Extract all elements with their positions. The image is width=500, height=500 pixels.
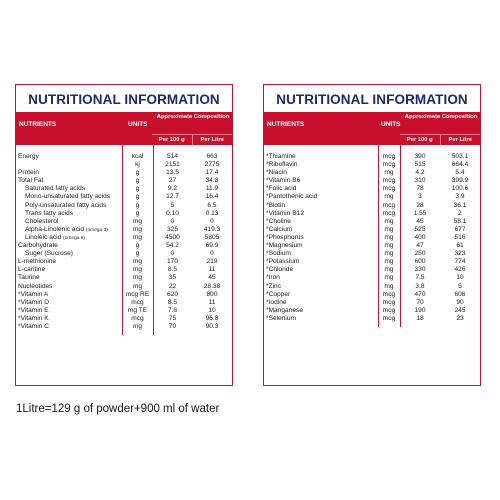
table-row [16, 283, 232, 291]
per-litre-cell: 100.6 [451, 185, 469, 193]
per-litre-cell: 800 [206, 290, 218, 298]
nutrient-name [266, 177, 300, 185]
table-row [264, 242, 480, 250]
nutrient-name [266, 169, 287, 177]
table-row [16, 299, 232, 307]
unit-cell: mcg [131, 298, 144, 306]
per-litre-cell: 219 [206, 258, 218, 266]
nutrients-header: NUTRIENTS [267, 121, 305, 128]
table-row [16, 177, 232, 185]
nutrient-name [266, 250, 291, 258]
nutrient-note: (omega 6) [63, 235, 86, 241]
per-100g-cell: 515 [414, 161, 426, 169]
unit-cell: mcg [131, 314, 144, 322]
table-row [16, 291, 232, 299]
table-body [264, 145, 480, 323]
per-100g-cell: 600 [414, 258, 426, 266]
per-100g-cell: 22 [168, 282, 177, 290]
per-litre-cell: 45 [208, 274, 216, 282]
nutrient-name [266, 274, 280, 282]
per-litre-cell: 61 [456, 242, 464, 250]
per-litre-cell: 11 [208, 298, 216, 306]
unit-cell: mcg [382, 177, 396, 185]
per-100g-cell: 13.5 [166, 169, 179, 177]
table-row [16, 266, 232, 274]
nutrient-name [18, 274, 40, 282]
nutrient-name [18, 307, 49, 315]
table-row [264, 274, 480, 282]
nutrient-label: *Vitamin B12 [266, 209, 304, 217]
per-100g-cell: 7.5 [415, 274, 425, 282]
per-litre-header: Per Litre [200, 137, 225, 143]
nutrient-label: Linoleic acid [25, 233, 62, 241]
per-litre-cell: 11.9 [205, 185, 219, 193]
per-100g-cell: 45 [416, 217, 424, 225]
nutrient-name [18, 153, 39, 161]
per-litre-header: Per Litre [448, 137, 473, 143]
nutrient-label: Alpha-Linolenic acid [25, 225, 85, 233]
nutrient-name [25, 210, 73, 218]
unit-cell: g [135, 169, 140, 177]
unit-cell: mcg RE [125, 290, 150, 298]
per-100g-cell: 12.7 [166, 193, 179, 201]
per-100g-cell: 170 [166, 258, 178, 266]
per-100g-cell: 70 [416, 298, 424, 306]
table-row [264, 307, 480, 315]
per-100g-cell: 3 [418, 193, 422, 201]
per-litre-cell: 16.4 [205, 193, 219, 201]
per-100g-cell: 9.2 [167, 185, 178, 193]
per-100g-cell: 470 [414, 290, 426, 298]
per-100g-cell: 390 [414, 153, 426, 160]
table-row [264, 202, 480, 210]
per-litre-cell: 58.1 [453, 217, 467, 225]
unit-cell: mg [384, 217, 394, 225]
unit-cell: g [135, 177, 140, 185]
per-100g-cell: 27 [168, 177, 177, 185]
nutrient-label: *Pantothenic acid [266, 193, 318, 201]
nutrient-label: *Vitamin A [18, 290, 49, 298]
table-row [264, 250, 480, 258]
nutrient-name [266, 242, 303, 250]
table-row [16, 274, 232, 282]
per-100g-cell: 514 [166, 153, 178, 160]
per-litre-cell: 28.38 [203, 282, 221, 290]
table-row [264, 161, 480, 169]
per-litre-cell: 6.5 [207, 201, 217, 209]
per-100g-cell: 28 [416, 201, 424, 209]
nutrient-name [25, 250, 73, 258]
table-row [16, 169, 232, 177]
table-header [264, 112, 480, 145]
unit-cell: mg [384, 242, 394, 250]
table-row [16, 307, 232, 315]
per-100g-cell: 525 [414, 225, 426, 233]
table-row [264, 299, 480, 307]
nutrient-label: Suger (Sucrose) [25, 250, 74, 258]
unit-cell: mg TE [127, 306, 148, 314]
table-row [16, 193, 232, 201]
per-litre-cell: 0 [210, 217, 214, 225]
per-litre-cell: 419.3 [203, 225, 221, 233]
unit-cell: mg [384, 282, 394, 290]
nutrient-name [266, 153, 296, 161]
nutrient-name [18, 242, 58, 250]
nutrient-label: Protein [18, 169, 39, 177]
per-litre-cell: 10 [208, 306, 216, 314]
per-100g-cell: 3.8 [415, 282, 425, 290]
nutrient-name [266, 193, 317, 201]
nutrient-label: *Phosphorus [266, 233, 304, 241]
nutrient-label: *Biotin [266, 201, 286, 209]
nutrient-name [266, 218, 291, 226]
panel-title: NUTRITIONAL INFORMATION [28, 92, 220, 107]
nutrient-label: *Niacin [266, 169, 287, 177]
unit-cell: mg [384, 250, 394, 258]
per-litre-cell: 5805 [204, 233, 220, 241]
footnote: 1Litre=129 g of powder+900 ml of water [16, 403, 220, 415]
table-row [16, 323, 232, 331]
unit-cell: mg [384, 193, 394, 201]
nutrient-name [18, 169, 39, 177]
units-header: UNITS [381, 121, 401, 128]
nutrient-label: Cholesterol [25, 217, 59, 225]
nutrient-label: Saturated fatty acids [25, 185, 86, 193]
table-row [16, 210, 232, 218]
nutrients-header: NUTRIENTS [19, 121, 57, 128]
per-100g-cell: 78 [416, 185, 424, 193]
nutrient-name [266, 185, 296, 193]
unit-cell: mg [132, 282, 143, 290]
table-row [264, 226, 480, 234]
nutrient-label: *Vitamin D [18, 298, 50, 306]
unit-cell: mcg [382, 161, 396, 169]
nutrient-name [18, 258, 56, 266]
per-100g-header: Per 100 g [152, 135, 193, 145]
per-litre-cell: 3.9 [455, 193, 465, 201]
unit-cell: kcal [131, 153, 144, 160]
per-100g-cell: 0.10 [166, 209, 179, 217]
table-row [16, 242, 232, 250]
nutrient-label: *Calcium [266, 225, 293, 233]
per-litre-cell: 5 [458, 282, 462, 290]
per-100g-cell: 310 [414, 177, 426, 185]
per-litre-cell: 10 [456, 274, 464, 282]
unit-cell: mg [384, 225, 394, 233]
table-row [264, 291, 480, 299]
per-100g-cell: 2151 [165, 161, 180, 169]
unit-cell: mg [132, 274, 143, 282]
nutrient-label: Poly-unsaturated fatty acids [25, 201, 107, 209]
per-litre-cell: 34.8 [205, 177, 219, 185]
nutrient-name [266, 258, 299, 266]
table-row [264, 153, 480, 161]
unit-cell: mg [132, 258, 143, 266]
per-litre-cell: 11 [208, 266, 216, 274]
per-100g-cell: 4500 [165, 233, 180, 241]
per-100g-cell: 18 [416, 314, 424, 322]
table-row [16, 153, 232, 161]
per-litre-cell: 96.8 [205, 314, 219, 322]
table-row [264, 210, 480, 218]
nutrient-name [18, 177, 43, 185]
nutrient-name [266, 307, 303, 315]
nutrient-label: *Vitamin C [18, 322, 50, 330]
per-100g-cell: 190 [414, 306, 426, 314]
nutrient-label: Total Fat [18, 177, 44, 185]
unit-cell: mg [132, 266, 143, 274]
nutrient-name [18, 323, 49, 331]
nutrient-name [266, 226, 292, 234]
per-litre-cell: 17.4 [205, 169, 219, 177]
per-100g-cell: 0 [170, 217, 175, 225]
nutrient-label: *Iodine [266, 298, 287, 306]
per-100g-cell: 4.2 [415, 169, 425, 177]
nutrient-label: *Copper [266, 290, 291, 298]
nutrition-panel-right [263, 84, 481, 386]
nutrient-label: *Choline [266, 217, 291, 225]
per-100g-cell: 8.5 [167, 298, 178, 306]
nutrient-label: *Iron [266, 274, 280, 282]
unit-cell: g [135, 209, 140, 217]
unit-cell: g [135, 185, 140, 193]
unit-cell: mg [384, 266, 394, 274]
units-header: UNITS [128, 121, 148, 128]
nutrient-label: Trans fatty acids [25, 209, 74, 217]
per-litre-cell: 69.9 [205, 242, 219, 250]
per-litre-cell: 399.9 [451, 177, 469, 185]
per-litre-cell: 663 [206, 153, 218, 160]
table-row [264, 266, 480, 274]
table-row [16, 234, 232, 242]
unit-cell: mcg [382, 314, 396, 322]
nutrient-label: *Potassium [266, 258, 300, 266]
nutrient-label: *Folic acid [266, 185, 297, 193]
table-row [264, 193, 480, 201]
per-100g-cell: 0 [170, 250, 175, 258]
nutrient-label: Mono-unsaturated fatty acids [25, 193, 111, 201]
unit-cell: g [135, 193, 140, 201]
unit-cell: mcg [382, 306, 396, 314]
per-litre-cell: 5.4 [455, 169, 465, 177]
nutrient-label: *Zinc [266, 282, 282, 290]
nutrition-panel-left [15, 84, 233, 386]
per-litre-cell: 426 [454, 266, 466, 274]
per-litre-cell: 323 [454, 250, 466, 258]
unit-cell: mg [384, 274, 394, 282]
per-litre-cell: 0 [210, 250, 214, 258]
table-row [16, 202, 232, 210]
per-100g-cell: 400 [414, 233, 426, 241]
per-litre-cell: 503.1 [451, 153, 469, 160]
unit-cell: mg [384, 169, 394, 177]
unit-cell: mg [132, 233, 143, 241]
unit-cell: kj [135, 161, 140, 169]
table-row [264, 234, 480, 242]
approx-composition-header: Approximate Composition [404, 114, 478, 120]
table-row [16, 218, 232, 226]
table-row [264, 315, 480, 323]
per-100g-cell: 325 [166, 225, 178, 233]
nutrient-name [266, 283, 281, 291]
nutrient-label: *Vitamin B6 [266, 177, 301, 185]
per-litre-cell: 677 [454, 225, 466, 233]
nutrient-label: *Vitamin E [18, 306, 49, 314]
per-litre-cell: 2775 [204, 161, 220, 169]
table-row [16, 161, 232, 169]
nutrient-name [266, 210, 304, 218]
per-100g-cell: 330 [414, 266, 426, 274]
nutrient-name [25, 218, 58, 226]
per-100g-cell: 8.5 [167, 266, 178, 274]
table-row [264, 185, 480, 193]
nutrient-label: *Riboflavin [266, 161, 298, 169]
nutrient-name [25, 202, 106, 210]
nutrient-label: *Thiamine [266, 153, 296, 160]
table-row [16, 258, 232, 266]
table-row [264, 169, 480, 177]
nutrient-label: Carbohydrate [18, 242, 58, 250]
per-litre-cell: 23 [456, 314, 464, 322]
per-100g-cell: 75 [168, 314, 177, 322]
table-row [16, 315, 232, 323]
per-100g-cell: 1.55 [413, 209, 427, 217]
unit-cell: mcg [382, 290, 396, 298]
nutrient-label: *Selenium [266, 314, 297, 322]
nutrient-label: Energy [18, 153, 39, 160]
per-100g-cell: 35 [168, 274, 177, 282]
per-100g-cell: 7.8 [167, 306, 178, 314]
nutrient-name [266, 266, 293, 274]
nutrient-name [18, 266, 45, 274]
per-litre-cell: 245 [454, 306, 466, 314]
approx-composition-header: Approximate Composition [156, 114, 230, 120]
per-litre-cell: 36.1 [453, 201, 467, 209]
unit-cell: mg [132, 225, 143, 233]
table-header [16, 112, 232, 145]
nutrient-name [18, 283, 52, 291]
nutrient-name [266, 234, 304, 242]
nutrient-label: *Manganese [266, 306, 304, 314]
per-100g-cell: 70 [168, 322, 177, 330]
unit-cell: g [135, 250, 140, 258]
nutrient-name [266, 202, 285, 210]
per-litre-cell: 774 [454, 258, 466, 266]
table-row [264, 177, 480, 185]
unit-cell: mg [384, 233, 394, 241]
nutrient-name [266, 161, 298, 169]
nutrient-name [25, 193, 110, 201]
per-litre-cell: 2 [458, 209, 462, 217]
unit-cell: mcg [382, 298, 396, 306]
unit-cell: mcg [382, 153, 396, 160]
unit-cell: mcg [382, 209, 396, 217]
nutrient-name [266, 291, 290, 299]
unit-cell: mcg [382, 185, 396, 193]
nutrient-name [25, 185, 85, 193]
table-row [16, 226, 232, 234]
nutrient-name [18, 299, 49, 307]
nutrient-name [18, 291, 48, 299]
nutrient-label: *Vitamin K [18, 314, 49, 322]
nutrient-note: (omega 3) [85, 227, 108, 233]
unit-cell: g [135, 242, 140, 250]
subheader-row [152, 134, 232, 145]
per-100g-cell: 620 [166, 290, 178, 298]
per-litre-cell: 90.3 [205, 322, 219, 330]
unit-cell: mcg [382, 201, 396, 209]
table-row [264, 218, 480, 226]
table-row [264, 258, 480, 266]
table-row [264, 283, 480, 291]
per-litre-cell: 0.13 [205, 209, 219, 217]
nutrient-name [18, 315, 49, 323]
unit-cell: g [135, 201, 140, 209]
table-row [16, 185, 232, 193]
subheader-row [400, 134, 480, 145]
unit-cell: mg [384, 258, 394, 266]
unit-cell: mg [132, 217, 143, 225]
per-litre-cell: 606 [454, 290, 466, 298]
unit-cell: mg [132, 322, 143, 330]
per-100g-cell: 250 [414, 250, 426, 258]
nutrient-name [266, 299, 287, 307]
panel-title: NUTRITIONAL INFORMATION [276, 92, 468, 107]
nutrient-label: Nucleotides [18, 282, 53, 290]
nutrient-label: L-methionine [18, 258, 57, 266]
per-litre-cell: 664.4 [451, 161, 469, 169]
per-100g-cell: 54.2 [166, 242, 179, 250]
per-100g-header: Per 100 g [400, 135, 441, 145]
per-litre-cell: 90 [456, 298, 464, 306]
nutrient-label: L-caritine [18, 266, 46, 274]
per-100g-cell: 47 [416, 242, 424, 250]
nutrient-label: *Chloride [266, 266, 294, 274]
nutrient-label: *Sodium [266, 250, 291, 258]
table-row [16, 250, 232, 258]
nutrient-name [266, 315, 296, 323]
per-100g-cell: 5 [170, 201, 175, 209]
nutrient-label: *Magnesium [266, 242, 303, 250]
nutrient-label: Taurine [18, 274, 40, 282]
per-litre-cell: 516 [454, 233, 466, 241]
table-body [16, 145, 232, 331]
